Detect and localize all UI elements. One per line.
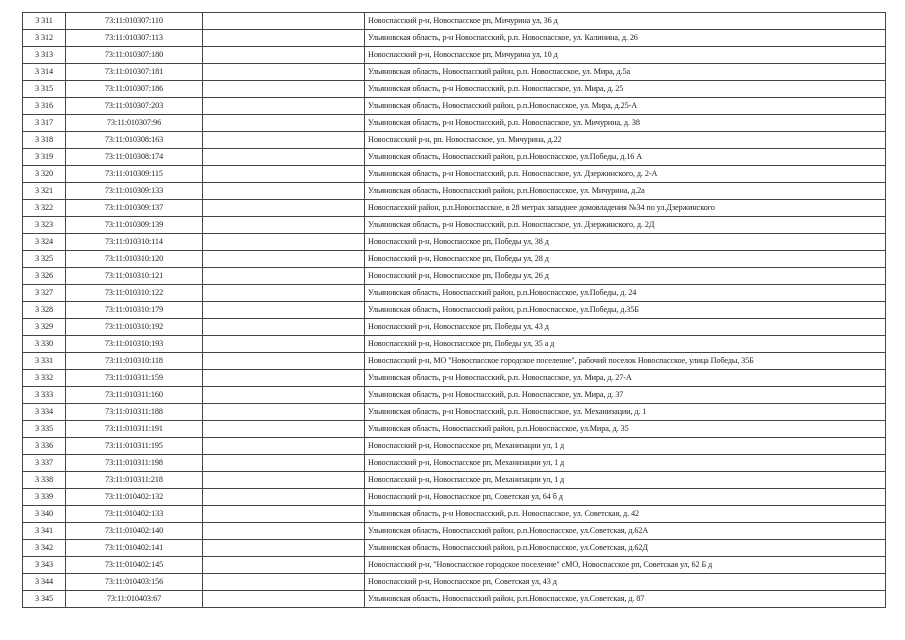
row-number-cell: 3 330 (23, 336, 66, 353)
table-row (23, 387, 886, 404)
table-row (23, 489, 886, 506)
empty-cell (203, 149, 365, 166)
table-row (23, 47, 886, 64)
address-cell: Ульяновская область, Новоспасский район, р.п.Новоспасское, ул.Мира, д. 35 (365, 421, 886, 438)
cadastral-number-cell: 73:11:010311:218 (66, 472, 203, 489)
cadastral-number-cell: 73:11:010308:174 (66, 149, 203, 166)
cadastral-number-cell: 73:11:010310:118 (66, 353, 203, 370)
table-row (23, 217, 886, 234)
address-cell: Ульяновская область, Новоспасский район, р.п.Новоспасское, ул.Советская, д. 87 (365, 591, 886, 608)
table-row (23, 30, 886, 47)
row-number-cell: 3 312 (23, 30, 66, 47)
row-number-cell: 3 341 (23, 523, 66, 540)
cadastral-number-cell: 73:11:010307:186 (66, 81, 203, 98)
table-row (23, 200, 886, 217)
empty-cell (203, 30, 365, 47)
empty-cell (203, 455, 365, 472)
empty-cell (203, 98, 365, 115)
empty-cell (203, 591, 365, 608)
cadastral-number-cell: 73:11:010310:122 (66, 285, 203, 302)
row-number-cell: 3 325 (23, 251, 66, 268)
cadastral-table (22, 12, 886, 608)
row-number-cell: 3 327 (23, 285, 66, 302)
table-row (23, 523, 886, 540)
empty-cell (203, 132, 365, 149)
cadastral-number-cell: 73:11:010310:121 (66, 268, 203, 285)
address-cell: Ульяновская область, Новоспасский район, р.п.Новоспасское, ул.Победы, д. 24 (365, 285, 886, 302)
table-row (23, 506, 886, 523)
empty-cell (203, 217, 365, 234)
empty-cell (203, 557, 365, 574)
table-row (23, 421, 886, 438)
cadastral-number-cell: 73:11:010310:179 (66, 302, 203, 319)
empty-cell (203, 438, 365, 455)
address-cell: Новоспасский р-н, Новоспасское рп, Победы ул, 43 д (365, 319, 886, 336)
table-row (23, 404, 886, 421)
empty-cell (203, 64, 365, 81)
empty-cell (203, 336, 365, 353)
empty-cell (203, 387, 365, 404)
address-cell: Новоспасский р-н, "Новоспасское городское поселение" сMO, Новоспасское рп, Советская ул, 62 Б д (365, 557, 886, 574)
row-number-cell: 3 319 (23, 149, 66, 166)
table-row (23, 149, 886, 166)
empty-cell (203, 489, 365, 506)
row-number-cell: 3 316 (23, 98, 66, 115)
address-cell: Ульяновская область, Новоспасский район, р.п.Новоспасское, ул.Советская, д.62А (365, 523, 886, 540)
address-cell: Новоспасский р-н, Новоспасское рп, Победы ул, 38 д (365, 234, 886, 251)
row-number-cell: 3 318 (23, 132, 66, 149)
address-cell: Ульяновская область, р-н Новоспасский, р.п. Новоспасское, ул. Мира, д. 27-А (365, 370, 886, 387)
row-number-cell: 3 326 (23, 268, 66, 285)
cadastral-number-cell: 73:11:010309:115 (66, 166, 203, 183)
empty-cell (203, 285, 365, 302)
row-number-cell: 3 324 (23, 234, 66, 251)
table-row (23, 166, 886, 183)
row-number-cell: 3 342 (23, 540, 66, 557)
cadastral-number-cell: 73:11:010307:181 (66, 64, 203, 81)
row-number-cell: 3 332 (23, 370, 66, 387)
address-cell: Ульяновская область, р-н Новоспасский, р.п. Новоспасское, ул. Дзержинского, д. 2-А (365, 166, 886, 183)
row-number-cell: 3 315 (23, 81, 66, 98)
empty-cell (203, 302, 365, 319)
table-row (23, 234, 886, 251)
row-number-cell: 3 343 (23, 557, 66, 574)
address-cell: Новоспасский р-н, рп. Новоспасское, ул. Мичурина, д.22 (365, 132, 886, 149)
row-number-cell: 3 317 (23, 115, 66, 132)
cadastral-number-cell: 73:11:010402:145 (66, 557, 203, 574)
row-number-cell: 3 339 (23, 489, 66, 506)
address-cell: Новоспасский р-н, МО "Новоспасское городское поселение", рабочий поселок Новоспасское, улица Победы, 35Б (365, 353, 886, 370)
table-row (23, 268, 886, 285)
row-number-cell: 3 314 (23, 64, 66, 81)
cadastral-number-cell: 73:11:010310:193 (66, 336, 203, 353)
cadastral-number-cell: 73:11:010310:114 (66, 234, 203, 251)
address-cell: Ульяновская область, р-н Новоспасский, р.п. Новоспасское, ул. Калинина, д. 26 (365, 30, 886, 47)
table-row (23, 353, 886, 370)
address-cell: Ульяновская область, Новоспасский район, р.п.Новоспасское, ул.Победы, д.35Б (365, 302, 886, 319)
empty-cell (203, 540, 365, 557)
table-row (23, 13, 886, 30)
table-row (23, 472, 886, 489)
table-row (23, 336, 886, 353)
empty-cell (203, 115, 365, 132)
document-sheet (22, 12, 885, 608)
address-cell: Новоспасский р-н, Новоспасское рп, Механизации ул, 1 д (365, 455, 886, 472)
address-cell: Ульяновская область, Новоспасский район, р.п.Новоспасское, ул. Мичурина, д.2а (365, 183, 886, 200)
cadastral-number-cell: 73:11:010311:195 (66, 438, 203, 455)
table-row (23, 574, 886, 591)
cadastral-number-cell: 73:11:010402:132 (66, 489, 203, 506)
table-body (23, 13, 886, 608)
empty-cell (203, 404, 365, 421)
cadastral-number-cell: 73:11:010311:160 (66, 387, 203, 404)
empty-cell (203, 421, 365, 438)
cadastral-number-cell: 73:11:010403:67 (66, 591, 203, 608)
table-row (23, 132, 886, 149)
row-number-cell: 3 336 (23, 438, 66, 455)
empty-cell (203, 506, 365, 523)
address-cell: Новоспасский р-н, Новоспасское рп, Победы ул, 35 а д (365, 336, 886, 353)
address-cell: Ульяновская область, р-н Новоспасский, р.п. Новоспасское, ул. Дзержинского, д. 2Д (365, 217, 886, 234)
table-row (23, 370, 886, 387)
table-row (23, 115, 886, 132)
empty-cell (203, 319, 365, 336)
row-number-cell: 3 321 (23, 183, 66, 200)
row-number-cell: 3 323 (23, 217, 66, 234)
table-row (23, 64, 886, 81)
cadastral-number-cell: 73:11:010307:96 (66, 115, 203, 132)
address-cell: Новоспасский р-н, Новоспасское рп, Механизации ул, 1 д (365, 472, 886, 489)
empty-cell (203, 200, 365, 217)
row-number-cell: 3 313 (23, 47, 66, 64)
table-row (23, 455, 886, 472)
address-cell: Ульяновская область, р-н Новоспасский, р.п. Новоспасское, ул. Советская, д. 42 (365, 506, 886, 523)
table-row (23, 285, 886, 302)
empty-cell (203, 166, 365, 183)
table-row (23, 302, 886, 319)
cadastral-number-cell: 73:11:010402:133 (66, 506, 203, 523)
address-cell: Ульяновская область, Новоспасский район, р.п.Новоспасское, ул.Советская, д.62Д (365, 540, 886, 557)
address-cell: Новоспасский р-н, Новоспасское рп, Мичурина ул, 10 д (365, 47, 886, 64)
row-number-cell: 3 340 (23, 506, 66, 523)
row-number-cell: 3 311 (23, 13, 66, 30)
empty-cell (203, 268, 365, 285)
row-number-cell: 3 337 (23, 455, 66, 472)
row-number-cell: 3 331 (23, 353, 66, 370)
address-cell: Новоспасский р-н, Новоспасское рп, Механизации ул, 1 д (365, 438, 886, 455)
table-row (23, 183, 886, 200)
cadastral-number-cell: 73:11:010402:140 (66, 523, 203, 540)
cadastral-number-cell: 73:11:010311:198 (66, 455, 203, 472)
address-cell: Новоспасский р-н, Новоспасское рп, Советская ул, 64 б д (365, 489, 886, 506)
cadastral-number-cell: 73:11:010309:139 (66, 217, 203, 234)
row-number-cell: 3 329 (23, 319, 66, 336)
empty-cell (203, 183, 365, 200)
row-number-cell: 3 334 (23, 404, 66, 421)
table-row (23, 591, 886, 608)
empty-cell (203, 574, 365, 591)
address-cell: Новоспасский р-н, Новоспасское рп, Победы ул, 28 д (365, 251, 886, 268)
row-number-cell: 3 345 (23, 591, 66, 608)
address-cell: Ульяновская область, Новоспасский район, р.п.Новоспасское, ул.Победы, д.16 А (365, 149, 886, 166)
cadastral-number-cell: 73:11:010309:133 (66, 183, 203, 200)
address-cell: Ульяновская область, р-н Новоспасский, р.п. Новоспасское, ул. Мичурина, д. 38 (365, 115, 886, 132)
table-row (23, 438, 886, 455)
cadastral-number-cell: 73:11:010307:110 (66, 13, 203, 30)
cadastral-number-cell: 73:11:010308:163 (66, 132, 203, 149)
row-number-cell: 3 320 (23, 166, 66, 183)
address-cell: Ульяновская область, р-н Новоспасский, р.п. Новоспасское, ул. Механизации, д. 1 (365, 404, 886, 421)
row-number-cell: 3 328 (23, 302, 66, 319)
empty-cell (203, 472, 365, 489)
table-row (23, 540, 886, 557)
empty-cell (203, 47, 365, 64)
address-cell: Ульяновская область, Новоспасский район, р.п. Новоспасское, ул. Мира, д.5а (365, 64, 886, 81)
address-cell: Ульяновская область, Новоспасский район, р.п.Новоспасское, ул. Мира, д.25-А (365, 98, 886, 115)
row-number-cell: 3 335 (23, 421, 66, 438)
empty-cell (203, 370, 365, 387)
cadastral-number-cell: 73:11:010311:191 (66, 421, 203, 438)
address-cell: Ульяновская область, р-н Новоспасский, р.п. Новоспасское, ул. Мира, д. 25 (365, 81, 886, 98)
row-number-cell: 3 322 (23, 200, 66, 217)
address-cell: Новоспасский р-н, Новоспасское рп, Советская ул, 43 д (365, 574, 886, 591)
cadastral-number-cell: 73:11:010310:192 (66, 319, 203, 336)
cadastral-number-cell: 73:11:010403:156 (66, 574, 203, 591)
cadastral-number-cell: 73:11:010310:120 (66, 251, 203, 268)
address-cell: Новоспасский р-н, Новоспасское рп, Победы ул, 26 д (365, 268, 886, 285)
empty-cell (203, 81, 365, 98)
address-cell: Новоспасский район, р.п.Новоспасское, в 28 метрах западнее домовладения №34 по ул.Дзержинского (365, 200, 886, 217)
cadastral-number-cell: 73:11:010309:137 (66, 200, 203, 217)
row-number-cell: 3 344 (23, 574, 66, 591)
empty-cell (203, 353, 365, 370)
cadastral-number-cell: 73:11:010307:203 (66, 98, 203, 115)
cadastral-number-cell: 73:11:010307:113 (66, 30, 203, 47)
empty-cell (203, 523, 365, 540)
table-row (23, 81, 886, 98)
row-number-cell: 3 333 (23, 387, 66, 404)
table-row (23, 319, 886, 336)
empty-cell (203, 13, 365, 30)
cadastral-number-cell: 73:11:010311:159 (66, 370, 203, 387)
table-row (23, 98, 886, 115)
row-number-cell: 3 338 (23, 472, 66, 489)
cadastral-number-cell: 73:11:010311:188 (66, 404, 203, 421)
table-row (23, 557, 886, 574)
empty-cell (203, 251, 365, 268)
table-row (23, 251, 886, 268)
address-cell: Новоспасский р-н, Новоспасское рп, Мичурина ул, 36 д (365, 13, 886, 30)
address-cell: Ульяновская область, р-н Новоспасский, р.п. Новоспасское, ул. Мира, д. 37 (365, 387, 886, 404)
cadastral-number-cell: 73:11:010402:141 (66, 540, 203, 557)
empty-cell (203, 234, 365, 251)
cadastral-number-cell: 73:11:010307:180 (66, 47, 203, 64)
